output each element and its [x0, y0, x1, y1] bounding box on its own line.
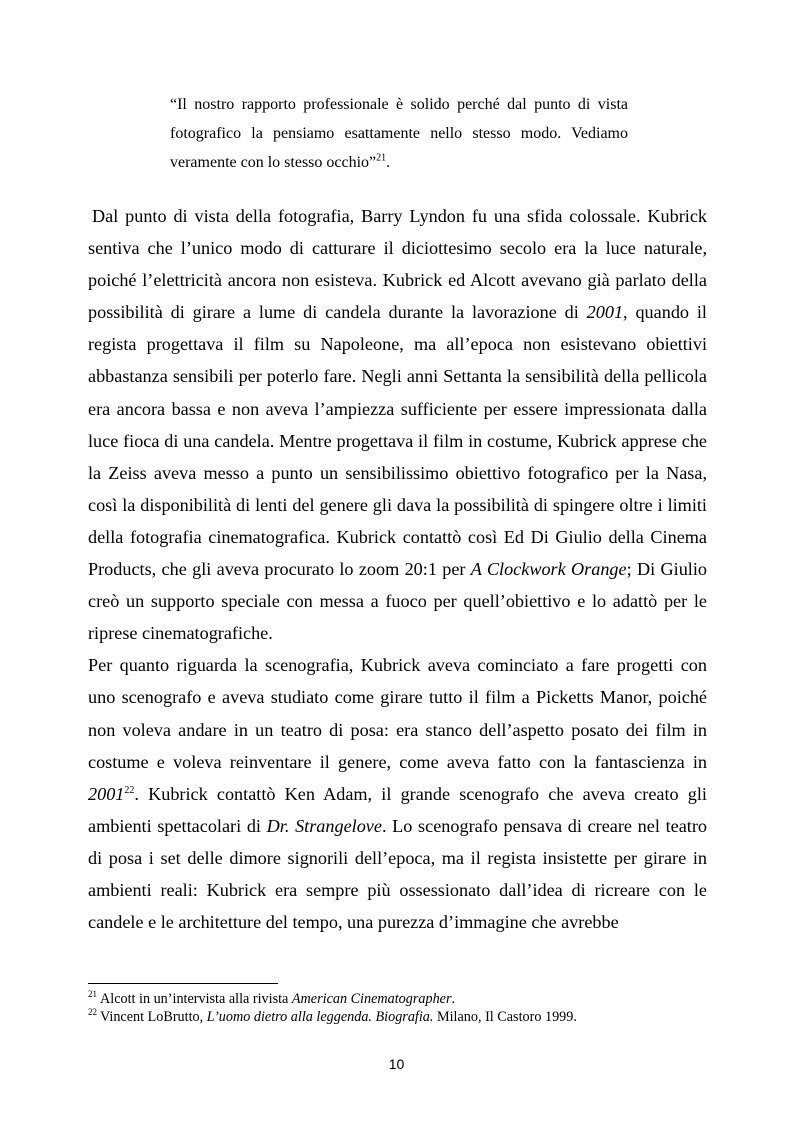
paragraph-text: Per quanto riguarda la scenografia, Kubrick aveva cominciato a fare progetti con uno scenografo e aveva studiato come girare tutto il film a Picketts Manor, poiché non voleva andare in un teatro di posa: era stanco dell’aspetto posato dei film in costume e voleva reinventare il genere, come aveva fatto con la fantascienza in: [88, 655, 707, 772]
footnotes: [88, 990, 707, 1026]
footnote-text: Milano, Il Castoro 1999.: [433, 1009, 577, 1025]
footnote-number: 22: [88, 1007, 97, 1018]
footnote-ref-22[interactable]: 22: [124, 784, 135, 796]
quote-text: “Il nostro rapporto professionale è solido perché dal punto di vista fotografico la pensiamo esattamente nello stesso modo. Vediamo veramente con lo stesso occhio”: [170, 96, 628, 171]
film-title: 2001: [586, 302, 624, 323]
footnote-21: [88, 990, 707, 1008]
body-text: [88, 200, 707, 938]
paragraph-text: ; Di Giulio creò un supporto speciale con messa a fuoco per quell’obiettivo e lo adattò per le riprese cinematografiche.: [88, 559, 707, 644]
paragraph-text: . Kubrick contattò Ken Adam, il grande scenografo che aveva creato gli ambienti spettacolari di: [88, 783, 707, 836]
footnote-text: Vincent LoBrutto,: [100, 1009, 207, 1025]
page-number: 10: [388, 1056, 405, 1072]
quote-end: .: [386, 154, 391, 171]
block-quote: [170, 90, 628, 177]
paragraph-text: . Lo scenografo pensava di creare nel teatro di posa i set delle dimore signorili dell’epoca, ma il regista insistette per girare in ambienti reali: Kubrick era sempre più ossessionato dall’idea di ricreare con le candele e le architetture del tempo, una purezza d’immagine che avrebbe: [88, 815, 707, 933]
footnote-text: Alcott in un’intervista alla rivista: [100, 991, 292, 1007]
footnote-title: L’uomo dietro alla leggenda. Biografia.: [206, 1009, 434, 1025]
film-title: Dr. Strangelove: [266, 815, 382, 836]
paragraph-set-design: [88, 649, 707, 938]
footnote-text: .: [451, 991, 456, 1007]
film-title: 2001: [88, 783, 125, 804]
footnote-ref-21[interactable]: 21: [376, 152, 387, 164]
footnote-number: 21: [88, 989, 97, 1000]
paragraph-text: Dal punto di vista della fotografia, Barry Lyndon fu una sfida colossale. Kubrick sentiva che l’unico modo di catturare il diciottesimo secolo era la luce naturale, poiché l’elettricità ancora non esisteva. Kubrick ed Alcott avevano già parlato della possibilità di girare a lume di candela durante la lavorazione di: [88, 206, 707, 323]
paragraph-text: , quando il regista progettava il film su Napoleone, ma all’epoca non esistevano obiettivi abbastanza sensibili per poterlo fare. Negli anni Settanta la sensibilità della pellicola era ancora bassa e non aveva l’ampiezza sufficiente per essere impressionata dalla luce fioca di una candela. Mentre progettava il film in costume, Kubrick apprese che la Zeiss aveva messo a punto un sensibilissimo obiettivo fotografico per la Nasa, così la disponibilità di lenti del genere gli dava la possibilità di spingere oltre i limiti della fotografia cinematografica. Kubrick contattò così Ed Di Giulio della Cinema Products, che gli aveva procurato lo zoom 20:1 per: [88, 302, 707, 580]
film-title: A Clockwork Orange: [470, 559, 627, 580]
footnote-divider: [88, 983, 278, 984]
footnote-22: [88, 1008, 707, 1026]
footnote-title: American Cinematographer: [291, 991, 452, 1007]
paragraph-photography: [88, 200, 707, 649]
